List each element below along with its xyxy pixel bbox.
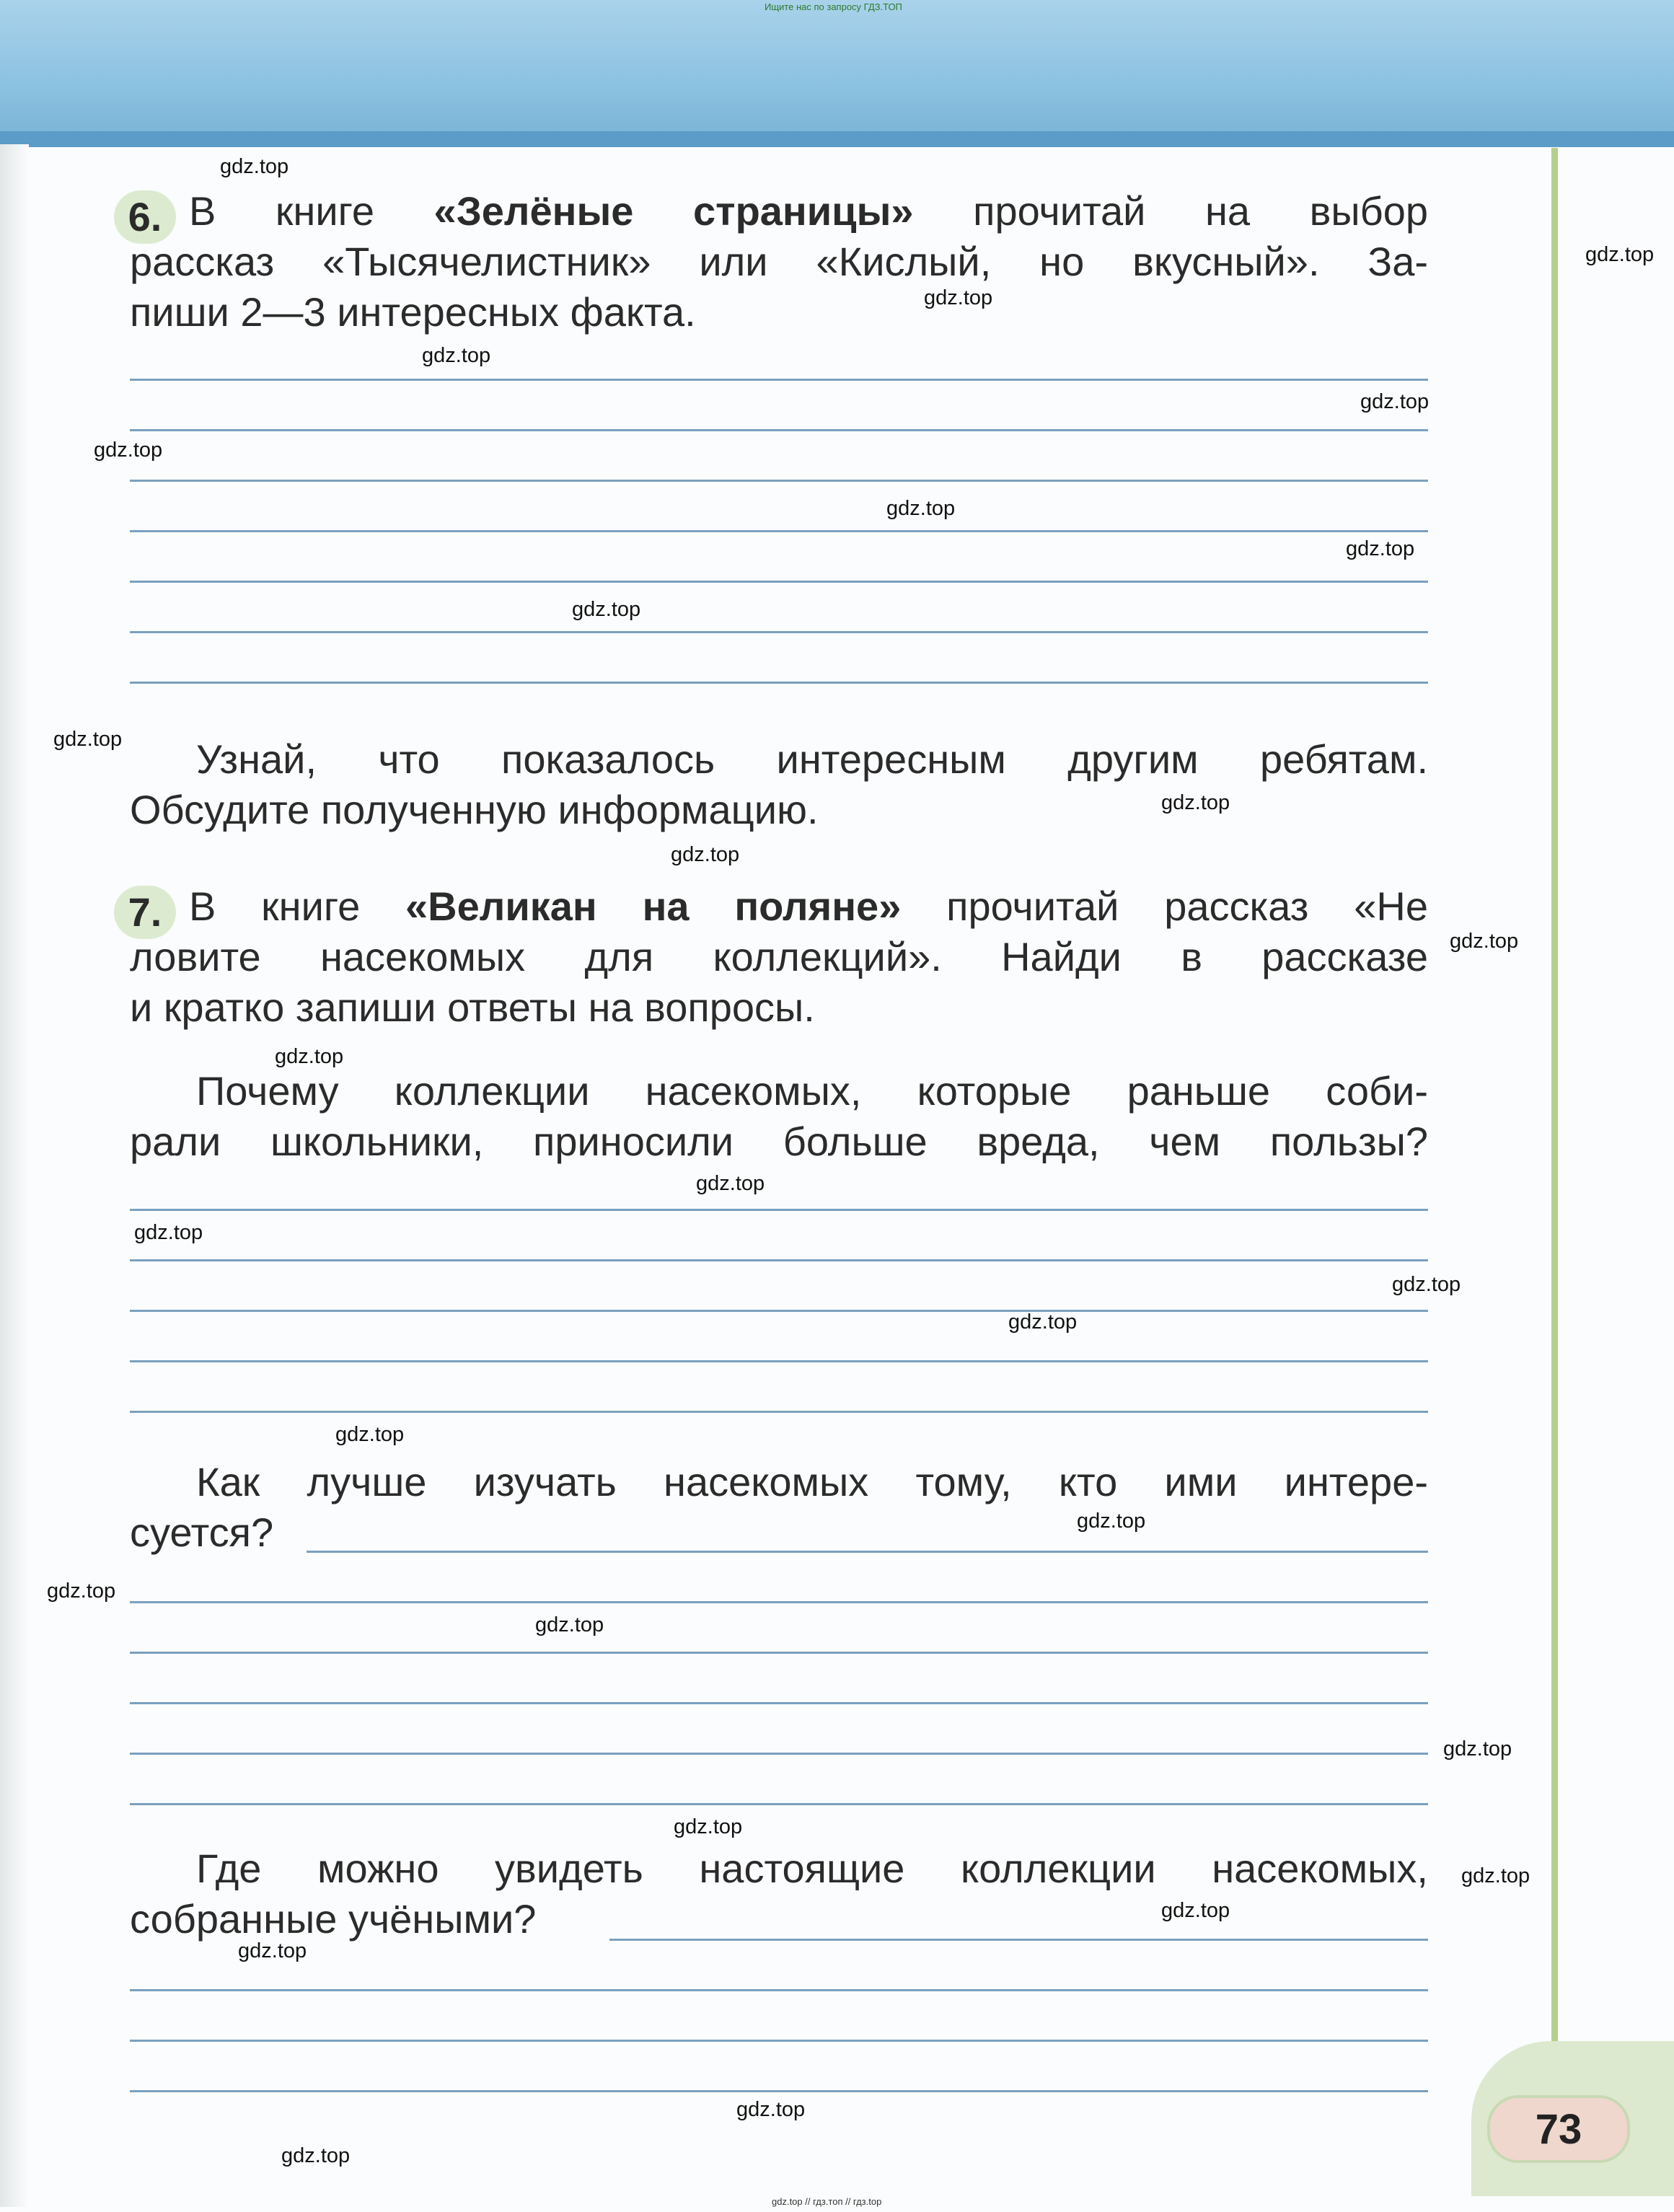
answer-line[interactable] (609, 1939, 1428, 1941)
watermark: gdz.top (696, 1172, 765, 1195)
answer-line[interactable] (130, 379, 1428, 381)
answer-line[interactable] (130, 2040, 1428, 2042)
watermark: gdz.top (134, 1221, 203, 1244)
answer-line[interactable] (130, 480, 1428, 482)
watermark: gdz.top (281, 2144, 351, 2167)
answer-line[interactable] (130, 2090, 1428, 2092)
task6-book-title: «Зелёные страницы» (433, 188, 914, 234)
task7-book-title: «Великан на поляне» (405, 884, 902, 929)
question3-line2: собранные учёными? (130, 1896, 537, 1942)
watermark: gdz.top (220, 155, 289, 178)
watermark: gdz.top (1360, 390, 1429, 413)
answer-line[interactable] (130, 429, 1428, 431)
page-binding-shadow (0, 144, 29, 2207)
header-note: Ищите нас по запросу ГДЗ.ТОП (765, 1, 902, 12)
task7-line2: ловите насекомых для коллекций». Найди в рассказе (130, 934, 1428, 979)
question1-line1: Почему коллекции насекомых, которые раньше соби- (196, 1068, 1428, 1114)
watermark: gdz.top (1161, 1899, 1230, 1922)
watermark: gdz.top (1008, 1310, 1078, 1334)
watermark: gdz.top (275, 1045, 344, 1068)
task6-line3: пиши 2—3 интересных факта. (130, 289, 696, 335)
answer-line[interactable] (130, 1601, 1428, 1603)
question2-line2: суется? (130, 1510, 274, 1555)
task6-number: 6. (114, 190, 176, 244)
watermark: gdz.top (736, 2098, 806, 2121)
answer-line[interactable] (130, 1652, 1428, 1654)
question3-line1: Где можно увидеть настоящие коллекции насекомых, (196, 1846, 1428, 1891)
answer-line[interactable] (130, 1989, 1428, 1991)
answer-line[interactable] (130, 530, 1428, 532)
watermark: gdz.top (1077, 1510, 1146, 1533)
watermark: gdz.top (1346, 537, 1415, 560)
page-number: 73 (1487, 2095, 1630, 2163)
task7-line3: и кратко запиши ответы на вопросы. (130, 984, 815, 1030)
task6-line1: 6. В книге «Зелёные страницы» прочитай на выбор (130, 186, 1428, 244)
watermark: gdz.top (674, 1815, 743, 1838)
task6-discuss-line1: Узнай, что показалось интересным другим ребятам. (196, 736, 1428, 782)
answer-line[interactable] (130, 1209, 1428, 1211)
answer-line[interactable] (130, 1803, 1428, 1805)
question2-line1: Как лучше изучать насекомых тому, кто ими интере- (196, 1459, 1428, 1504)
watermark: gdz.top (535, 1613, 604, 1636)
watermark: gdz.top (53, 728, 123, 751)
watermark: gdz.top (422, 344, 491, 367)
answer-line[interactable] (130, 1702, 1428, 1704)
task7-line1: 7. В книге «Великан на поляне» прочитай рассказ «Не (130, 881, 1428, 939)
watermark: gdz.top (1461, 1864, 1530, 1887)
watermark: gdz.top (1392, 1273, 1461, 1296)
watermark: gdz.top (1161, 791, 1230, 814)
answer-line[interactable] (130, 631, 1428, 633)
watermark: gdz.top (886, 497, 956, 520)
question1-line2: рали школьники, приносили больше вреда, чем пользы? (130, 1119, 1428, 1164)
watermark: gdz.top (238, 1939, 307, 1962)
watermark: gdz.top (924, 286, 993, 309)
answer-line[interactable] (130, 682, 1428, 684)
answer-line[interactable] (130, 1753, 1428, 1755)
watermark: gdz.top (94, 439, 163, 462)
watermark: gdz.top (1443, 1737, 1512, 1761)
header-banner (0, 0, 1674, 144)
task6-discuss-line2: Обсудите полученную информацию. (130, 787, 819, 832)
task7-number: 7. (114, 886, 176, 939)
watermark: gdz.top (572, 598, 641, 621)
watermark: gdz.top (1585, 243, 1655, 266)
answer-line[interactable] (130, 1310, 1428, 1312)
answer-line[interactable] (307, 1551, 1428, 1553)
watermark: gdz.top (335, 1423, 405, 1446)
watermark: gdz.top (671, 843, 740, 866)
watermark: gdz.top (1450, 930, 1519, 953)
answer-line[interactable] (130, 581, 1428, 583)
answer-line[interactable] (130, 1411, 1428, 1413)
answer-line[interactable] (130, 1360, 1428, 1362)
task6-line2: рассказ «Тысячелистник» или «Кислый, но вкусный». За- (130, 239, 1428, 284)
footer-note: gdz.top // гдз.топ // гдз.top (772, 2196, 882, 2207)
answer-line[interactable] (130, 1259, 1428, 1261)
header-stripe (0, 131, 1674, 147)
watermark: gdz.top (47, 1579, 116, 1603)
margin-line (1551, 148, 1558, 2153)
